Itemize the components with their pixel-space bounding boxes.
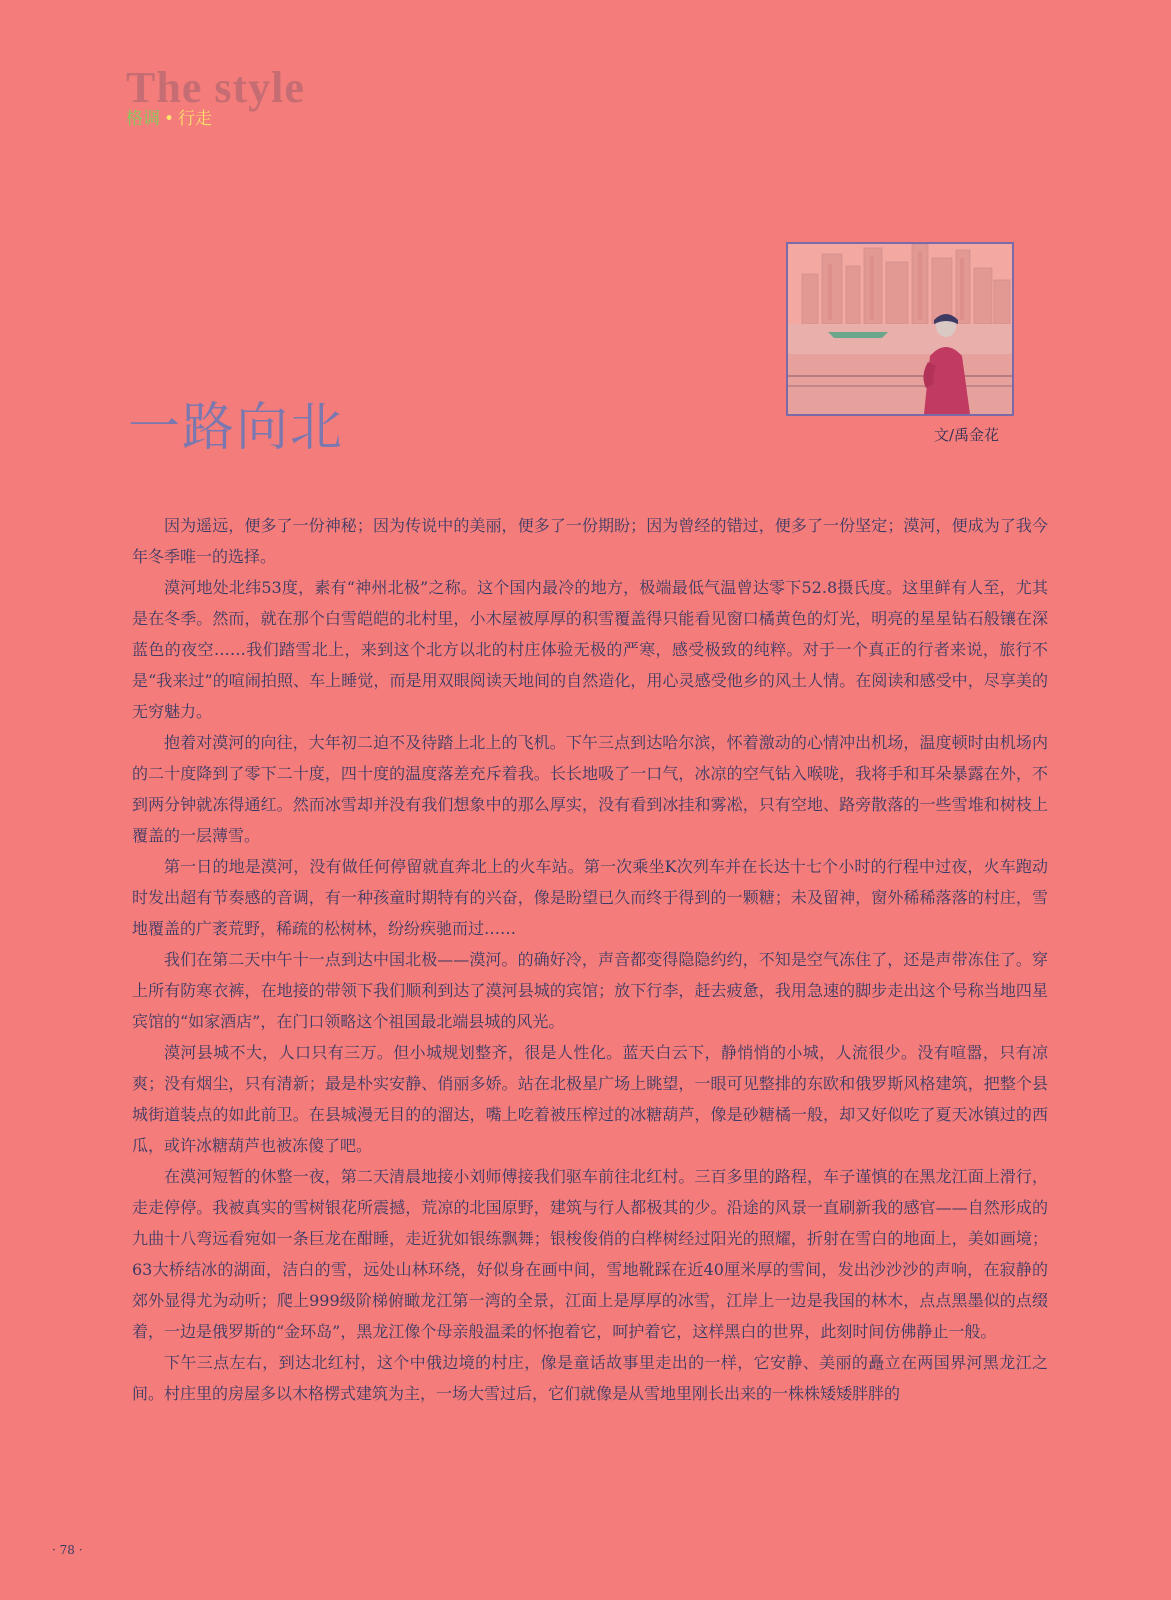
paragraph: 漠河地处北纬53度，素有“神州北极”之称。这个国内最冷的地方，极端最低气温曾达零下52.8摄氏度。这里鲜有人至，尤其是在冬季。然而，就在那个白雪皑皑的北村里，小木屋被厚厚的积雪覆盖得只能看见窗口橘黄色的灯光，明亮的星星钻石般镶在深蓝色的夜空……我们踏雪北上，来到这个北方以北的村庄体验无极的严寒，感受极致的纯粹。对于一个真正的行者来说，旅行不是“我来过”的喧闹拍照、车上睡觉，而是用双眼阅读天地间的自然造化，用心灵感受他乡的风土人情。在阅读和感受中，尽享美的无穷魅力。 [132, 578, 1048, 721]
article-title: 一路向北 [128, 398, 345, 458]
page-number: · 78 · [52, 1543, 83, 1557]
subsection-name: 行走 [178, 109, 213, 129]
section-name: 格调 [126, 109, 160, 129]
paragraph: 漠河县城不大，人口只有三万。但小城规划整齐，很是人性化。蓝天白云下，静悄悄的小城，人流很少。没有喧嚣，只有凉爽；没有烟尘，只有清新；最是朴实安静、俏丽多娇。站在北极星广场上眺望，一眼可见整排的东欧和俄罗斯风格建筑，把整个县城街道装点的如此前卫。在县城漫无目的的溜达，嘴上吃着被压榨过的冰糖葫芦，像是砂糖橘一般，却又好似吃了夏天冰镇过的西瓜，或许冰糖葫芦也被冻傻了吧。 [132, 1043, 1048, 1155]
paragraph: 抱着对漠河的向往，大年初二迫不及待踏上北上的飞机。下午三点到达哈尔滨，怀着激动的心情冲出机场，温度顿时由机场内的二十度降到了零下二十度，四十度的温度落差充斥着我。长长地吸了一口气，冰凉的空气钻入喉咙，我将手和耳朵暴露在外，不到两分钟就冻得通红。然而冰雪却并没有我们想象中的那么厚实，没有看到冰挂和雾凇，只有空地、路旁散落的一些雪堆和树枝上覆盖的一层薄雪。 [132, 733, 1048, 845]
paragraph: 在漠河短暂的休整一夜，第二天清晨地接小刘师傅接我们驱车前往北红村。三百多里的路程，车子谨慎的在黑龙江面上滑行，走走停停。我被真实的雪树银花所震撼，荒凉的北国原野，建筑与行人都极其的少。沿途的风景一直刷新我的感官——自然形成的九曲十八弯远看宛如一条巨龙在酣睡，走近犹如银练飘舞；银梭俊俏的白桦树经过阳光的照耀，折射在雪白的地面上，美如画境；63大桥结冰的湖面，洁白的雪，远处山林环绕，好似身在画中间，雪地靴踩在近40厘米厚的雪间，发出沙沙沙的声响，在寂静的郊外显得尤为动听；爬上999级阶梯俯瞰龙江第一湾的全景，江面上是厚厚的冰雪，江岸上一边是我国的林木，点点黑墨似的点缀着，一边是俄罗斯的“金环岛”，黑龙江像个母亲般温柔的怀抱着它，呵护着它，这样黑白的世界，此刻时间仿佛静止一般。 [132, 1167, 1048, 1341]
author-byline: 文/禹金花 [934, 426, 1000, 444]
paragraph: 因为遥远，便多了一份神秘；因为传说中的美丽，便多了一份期盼；因为曾经的错过，便多了一份坚定；漠河，便成为了我今年冬季唯一的选择。 [132, 516, 1048, 566]
article-body [132, 510, 1048, 1409]
author-photo-illustration [788, 244, 1012, 414]
section-separator: • [164, 109, 175, 129]
author-photo [786, 242, 1014, 416]
paragraph: 第一日的地是漠河，没有做任何停留就直奔北上的火车站。第一次乘坐K次列车并在长达十七个小时的行程中过夜，火车跑动时发出超有节奏感的音调，有一种孩童时期特有的兴奋，像是盼望已久而终于得到的一颗糖；未及留神，窗外稀稀落落的村庄，雪地覆盖的广袤荒野，稀疏的松树林，纷纷疾驰而过…… [132, 857, 1048, 938]
paragraph: 下午三点左右，到达北红村，这个中俄边境的村庄，像是童话故事里走出的一样，它安静、美丽的矗立在两国界河黑龙江之间。村庄里的房屋多以木格楞式建筑为主，一场大雪过后，它们就像是从雪地里刚长出来的一株株矮矮胖胖的 [132, 1353, 1048, 1403]
column-brand: The style [126, 63, 305, 112]
paragraph: 我们在第二天中午十一点到达中国北极——漠河。的确好冷，声音都变得隐隐约约，不知是空气冻住了，还是声带冻住了。穿上所有防寒衣裤，在地接的带领下我们顺利到达了漠河县城的宾馆；放下行李，赶去疲惫，我用急速的脚步走出这个号称当地四星宾馆的“如家酒店”，在门口领略这个祖国最北端县城的风光。 [132, 950, 1048, 1031]
section-label [126, 104, 212, 129]
magazine-header [126, 63, 305, 129]
